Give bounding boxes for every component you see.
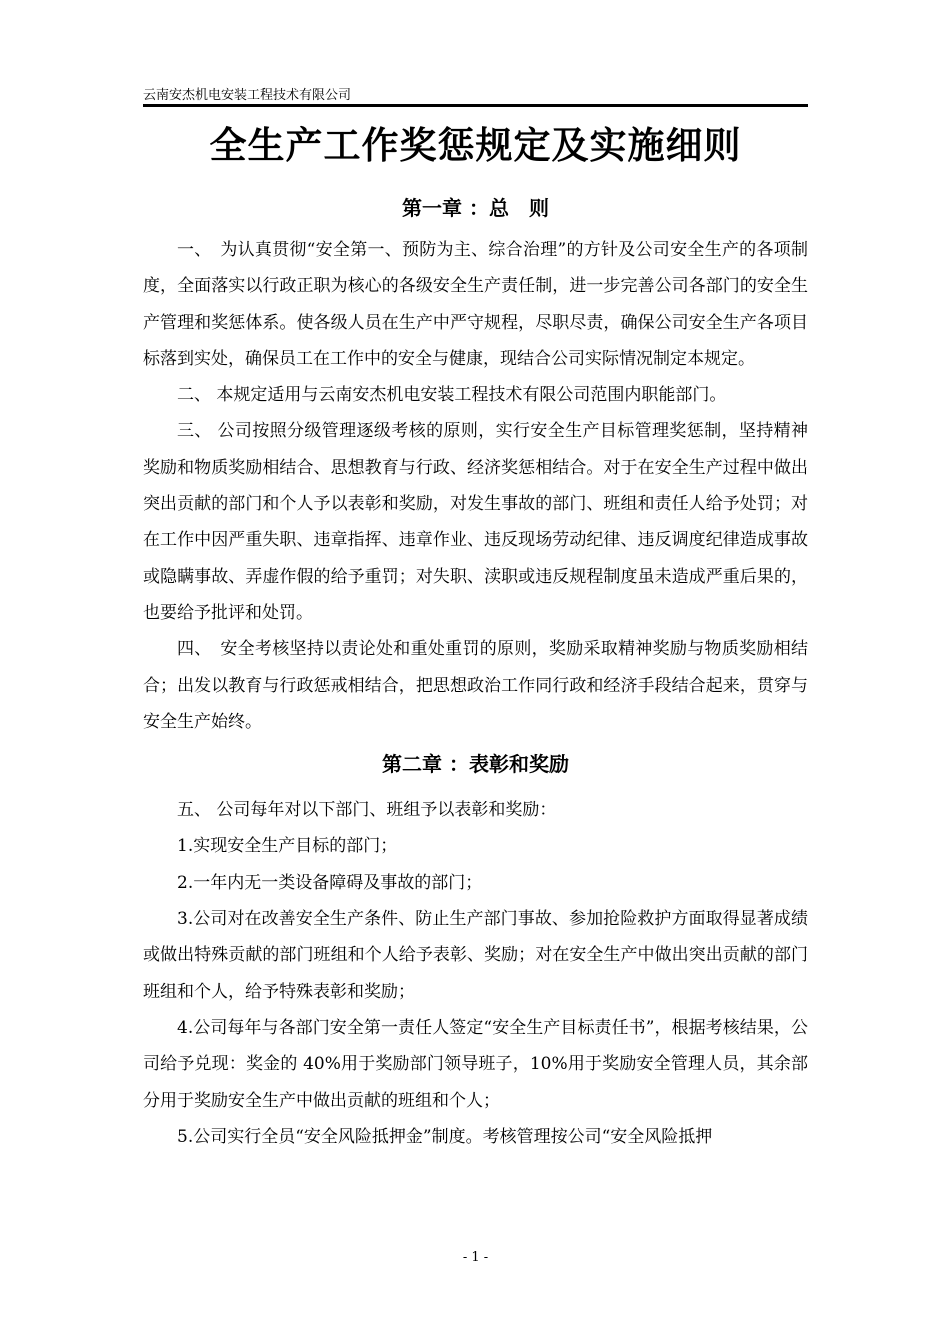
list-item: 2.一年内无一类设备障碍及事故的部门； xyxy=(177,872,483,893)
paragraph: 五、 公司每年对以下部门、班组予以表彰和奖励： xyxy=(177,800,557,821)
header-company: 云南安杰机电安装工程技术有限公司 xyxy=(143,88,352,103)
header-rule xyxy=(143,104,808,107)
document-title: 全生产工作奖惩规定及实施细则 xyxy=(209,124,742,167)
document-body xyxy=(143,190,808,1155)
paragraph: 二、 本规定适用与云南安杰机电安装工程技术有限公司范围内职能部门。 xyxy=(177,385,727,406)
list-item: 3.公司对在改善安全生产条件、防止生产部门事故、参加抢险救护方面取得显著成绩或做出特殊贡献的部门班组和个人给予表彰、奖励；对在安全生产中做出突出贡献的部门班组和个人，给予特殊表彰和奖励； xyxy=(143,909,808,1002)
chapter-2-heading: 第二章 ：表彰和奖励 xyxy=(382,752,569,777)
paragraph: 四、 安全考核坚持以责论处和重处重罚的原则，奖励采取精神奖励与物质奖励相结合；出发以教育与行政惩戒相结合，把思想政治工作同行政和经济手段结合起来，贯穿与安全生产始终。 xyxy=(143,639,808,732)
page-number: - 1 - xyxy=(462,1250,489,1265)
list-item: 5.公司实行全员“安全风险抵押金”制度。考核管理按公司“安全风险抵押 xyxy=(177,1126,713,1147)
paragraph: 一、 为认真贯彻“安全第一、预防为主、综合治理”的方针及公司安全生产的各项制度，全面落实以行政正职为核心的各级安全生产责任制，进一步完善公司各部门的安全生产管理和奖惩体系。使各级人员在生产中严守规程，尽职尽责，确保公司安全生产各项目标落到实处，确保员工在工作中的安全与健康，现结合公司实际情况制定本规定。 xyxy=(143,240,808,369)
list-item: 1.实现安全生产目标的部门； xyxy=(177,836,398,857)
chapter-1-heading: 第一章 ：总 则 xyxy=(402,196,549,220)
paragraph: 三、 公司按照分级管理逐级考核的原则，实行安全生产目标管理奖惩制，坚持精神奖励和物质奖励相结合、思想教育与行政、经济奖惩相结合。对于在安全生产过程中做出突出贡献的部门和个人予以表彰和奖励，对发生事故的部门、班组和责任人给予处罚；对在工作中因严重失职、违章指挥、违章作业、违反现场劳动纪律、违反调度纪律造成事故或隐瞒事故、弄虚作假的给予重罚；对失职、渎职或违反规程制度虽未造成严重后果的，也要给予批评和处罚。 xyxy=(143,421,808,623)
list-item: 4.公司每年与各部门安全第一责任人签定“安全生产目标责任书”，根据考核结果，公司给予兑现：奖金的 40%用于奖励部门领导班子，10%用于奖励安全管理人员，其余部分用于奖励安全生产中做出贡献的班组和个人； xyxy=(143,1017,808,1111)
